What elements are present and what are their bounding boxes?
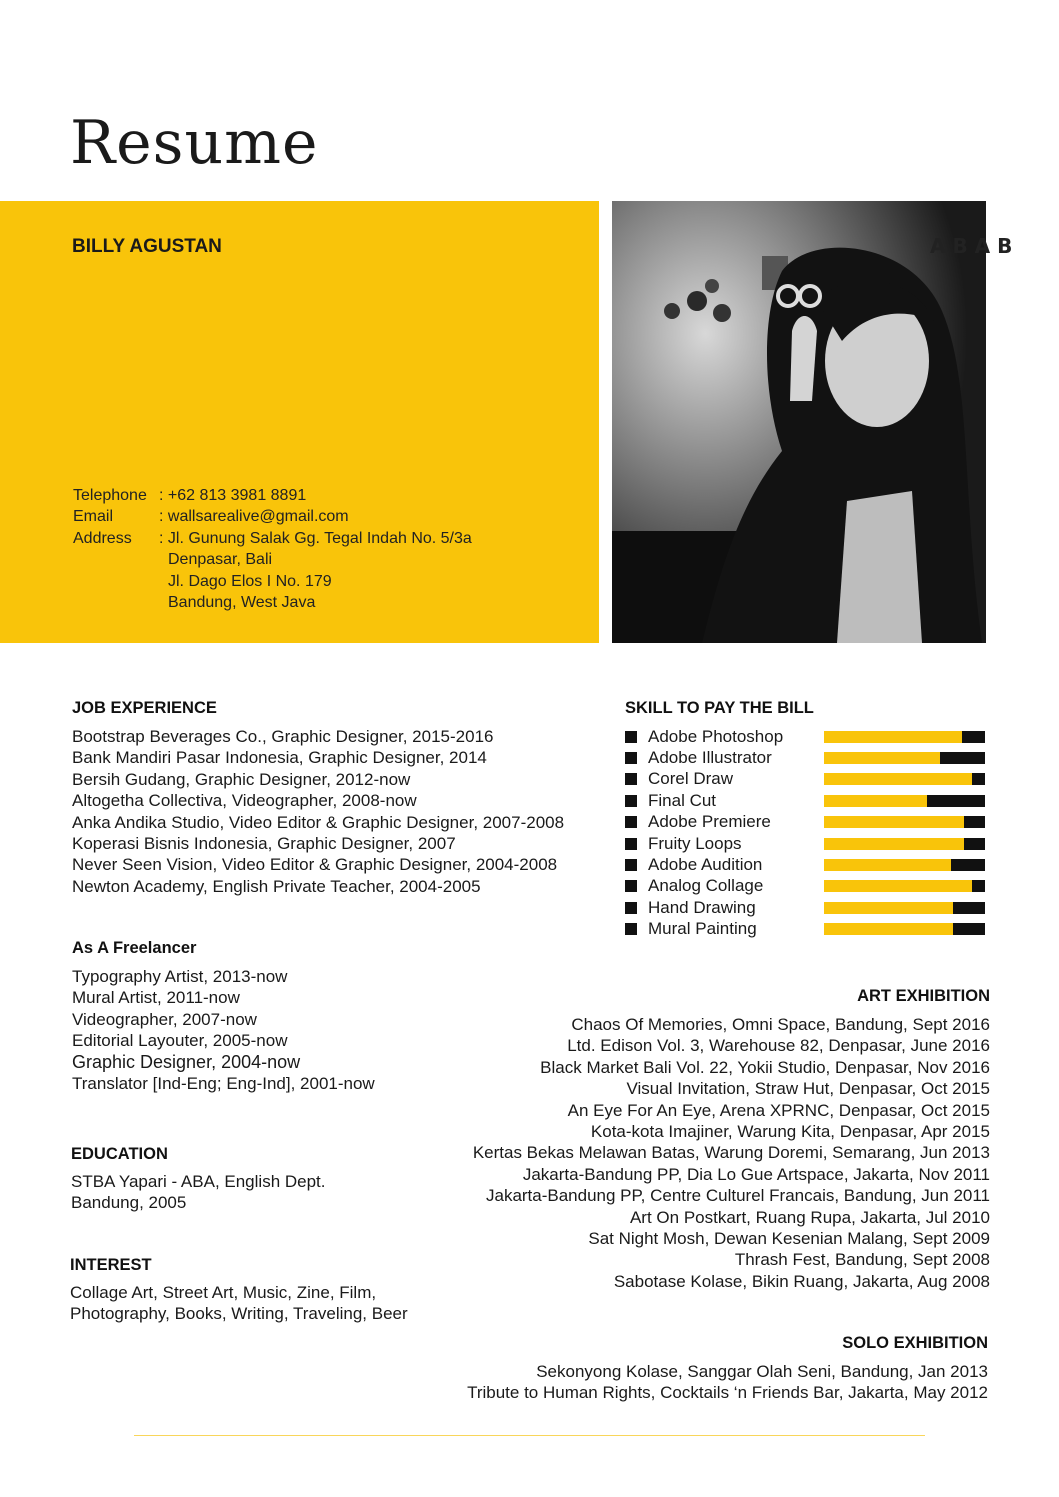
bullet-square-icon [625, 859, 637, 871]
list-item: Mural Artist, 2011-now [72, 988, 240, 1008]
skill-bar-fill [824, 795, 927, 807]
freelancer-section [72, 939, 375, 1094]
telephone-value: : +62 813 3981 8891 [159, 487, 307, 504]
skill-bar [824, 902, 985, 914]
list-item: Collage Art, Street Art, Music, Zine, Film, [70, 1283, 377, 1302]
skill-label: Final Cut [648, 790, 717, 810]
skill-row [625, 726, 985, 747]
wall-text: A B A B [930, 234, 1013, 258]
list-item: Bank Mandiri Pasar Indonesia, Graphic Designer, 2014 [72, 748, 487, 768]
list-item: Jakarta-Bandung PP, Dia Lo Gue Artspace, Jakarta, Nov 2011 [522, 1164, 990, 1184]
portrait-illustration [612, 201, 1013, 643]
job-experience-section [72, 699, 564, 897]
list-item: Bootstrap Beverages Co., Graphic Designer, 2015-2016 [72, 727, 494, 746]
profile-photo [612, 201, 1013, 643]
skill-bar [824, 859, 985, 871]
list-item: Sat Night Mosh, Dewan Kesenian Malang, Sept 2009 [588, 1229, 990, 1249]
job-experience-list [72, 726, 564, 897]
skill-row [625, 854, 985, 875]
list-item: Editorial Layouter, 2005-now [72, 1031, 288, 1051]
skill-label: Corel Draw [648, 769, 734, 789]
list-item: Videographer, 2007-now [72, 1009, 257, 1029]
skill-bar [824, 923, 985, 935]
person-name: BILLY AGUSTAN [72, 236, 222, 257]
bullet-square-icon [625, 880, 637, 892]
education-section [71, 1145, 326, 1214]
job-experience-heading: JOB EXPERIENCE [72, 699, 217, 717]
skill-bar [824, 795, 985, 807]
skill-label: Adobe Audition [648, 855, 763, 875]
skill-row [625, 747, 985, 768]
skill-row [625, 812, 985, 833]
skill-bar [824, 816, 985, 828]
footer-divider [134, 1435, 925, 1436]
skill-bar-fill [824, 880, 972, 892]
bullet-square-icon [625, 838, 637, 850]
skill-bar [824, 731, 985, 743]
list-item: Newton Academy, English Private Teacher, 2004-2005 [72, 876, 481, 896]
skill-bar-fill [824, 816, 964, 828]
bullet-square-icon [625, 923, 637, 935]
skill-label: Analog Collage [648, 876, 764, 896]
email-label: Email [73, 508, 114, 526]
skill-bar-fill [824, 923, 953, 935]
list-item: Sekonyong Kolase, Sanggar Olah Seni, Bandung, Jan 2013 [536, 1362, 988, 1381]
skill-bar-fill [824, 773, 972, 785]
skill-label: Hand Drawing [648, 897, 756, 917]
address-line: Bandung, West Java [168, 594, 316, 612]
skills-heading: SKILL TO PAY THE BILL [625, 699, 814, 717]
solo-exhibition-section [467, 1334, 988, 1404]
skill-bar [824, 752, 985, 764]
skill-bar [824, 773, 985, 785]
solo-exhibition-list [467, 1361, 988, 1404]
skill-bar-fill [824, 859, 951, 871]
skill-bar-fill [824, 731, 962, 743]
solo-exhibition-heading: SOLO EXHIBITION [842, 1334, 988, 1352]
list-item: Altogetha Collectiva, Videographer, 2008-now [72, 791, 417, 811]
interest-list [70, 1282, 408, 1325]
contact-block [73, 485, 472, 613]
list-item: Art On Postkart, Ruang Rupa, Jakarta, Jul 2010 [629, 1207, 990, 1227]
skill-row [625, 769, 985, 790]
list-item: Chaos Of Memories, Omni Space, Bandung, Sept 2016 [571, 1015, 990, 1034]
skill-bar [824, 838, 985, 850]
art-exhibition-section [473, 987, 990, 1292]
telephone-label: Telephone [73, 487, 147, 504]
list-item: Translator [Ind-Eng; Eng-Ind], 2001-now [72, 1074, 375, 1094]
list-item: Jakarta-Bandung PP, Centre Culturel Francais, Bandung, Jun 2011 [485, 1186, 990, 1206]
skill-row [625, 833, 985, 854]
skill-bar-fill [824, 902, 953, 914]
list-item: Photography, Books, Writing, Traveling, Beer [70, 1304, 408, 1324]
list-item: Typography Artist, 2013-now [72, 967, 288, 986]
skill-row [625, 790, 985, 811]
education-heading: EDUCATION [71, 1145, 168, 1163]
email-value: : wallsarealive@gmail.com [159, 508, 349, 526]
list-item: Graphic Designer, 2004-now [72, 1051, 301, 1072]
bullet-square-icon [625, 795, 637, 807]
skill-label: Mural Painting [648, 919, 757, 939]
list-item: Anka Andika Studio, Video Editor & Graphic Designer, 2007-2008 [72, 812, 565, 832]
bullet-square-icon [625, 816, 637, 828]
list-item: Visual Invitation, Straw Hut, Denpasar, Oct 2015 [626, 1079, 990, 1099]
telephone-row [73, 485, 472, 506]
address-line: Denpasar, Bali [168, 551, 273, 569]
address-label: Address [73, 529, 132, 547]
bullet-square-icon [625, 752, 637, 764]
bullet-square-icon [625, 731, 637, 743]
freelancer-heading: As A Freelancer [72, 939, 197, 957]
list-item: Koperasi Bisnis Indonesia, Graphic Designer, 2007 [72, 834, 456, 854]
list-item: Never Seen Vision, Video Editor & Graphic Designer, 2004-2008 [72, 855, 558, 875]
education-list [71, 1171, 326, 1214]
skill-label: Adobe Photoshop [648, 726, 784, 746]
art-exhibition-heading: ART EXHIBITION [857, 987, 990, 1005]
page-title: Resume [70, 108, 319, 178]
list-item: Ltd. Edison Vol. 3, Warehouse 82, Denpasar, June 2016 [567, 1036, 990, 1056]
skill-bar [824, 880, 985, 892]
address-line: Jl. Dago Elos I No. 179 [168, 572, 332, 590]
list-item: Kota-kota Imajiner, Warung Kita, Denpasar, Apr 2015 [590, 1122, 990, 1142]
freelancer-list [72, 966, 375, 1094]
email-row [73, 506, 472, 527]
list-item: STBA Yapari - ABA, English Dept. [71, 1172, 326, 1191]
skill-label: Adobe Premiere [648, 812, 771, 832]
skill-label: Fruity Loops [648, 833, 742, 853]
interest-heading: INTEREST [70, 1256, 152, 1274]
list-item: Thrash Fest, Bandung, Sept 2008 [734, 1250, 990, 1270]
list-item: Bersih Gudang, Graphic Designer, 2012-now [72, 769, 411, 789]
address-line: : Jl. Gunung Salak Gg. Tegal Indah No. 5/3a [159, 529, 472, 547]
skill-row [625, 876, 985, 897]
list-item: Bandung, 2005 [71, 1193, 187, 1213]
art-exhibition-list [473, 1014, 990, 1292]
list-item: Kertas Bekas Melawan Batas, Warung Doremi, Semarang, Jun 2013 [472, 1143, 990, 1163]
interest-section [70, 1256, 408, 1325]
skill-row [625, 897, 985, 918]
skill-row [625, 919, 985, 940]
skills-section [625, 699, 985, 940]
list-item: Black Market Bali Vol. 22, Yokii Studio, Denpasar, Nov 2016 [540, 1057, 990, 1077]
bullet-square-icon [625, 773, 637, 785]
list-item: Sabotase Kolase, Bikin Ruang, Jakarta, Aug 2008 [613, 1271, 990, 1291]
skills-list [625, 726, 985, 940]
skill-bar-fill [824, 838, 964, 850]
list-item: Tribute to Human Rights, Cocktails ‘n Friends Bar, Jakarta, May 2012 [467, 1383, 988, 1403]
skill-label: Adobe Illustrator [648, 748, 772, 768]
address-row [73, 528, 472, 549]
skill-bar-fill [824, 752, 940, 764]
list-item: An Eye For An Eye, Arena XPRNC, Denpasar, Oct 2015 [567, 1100, 990, 1120]
bullet-square-icon [625, 902, 637, 914]
